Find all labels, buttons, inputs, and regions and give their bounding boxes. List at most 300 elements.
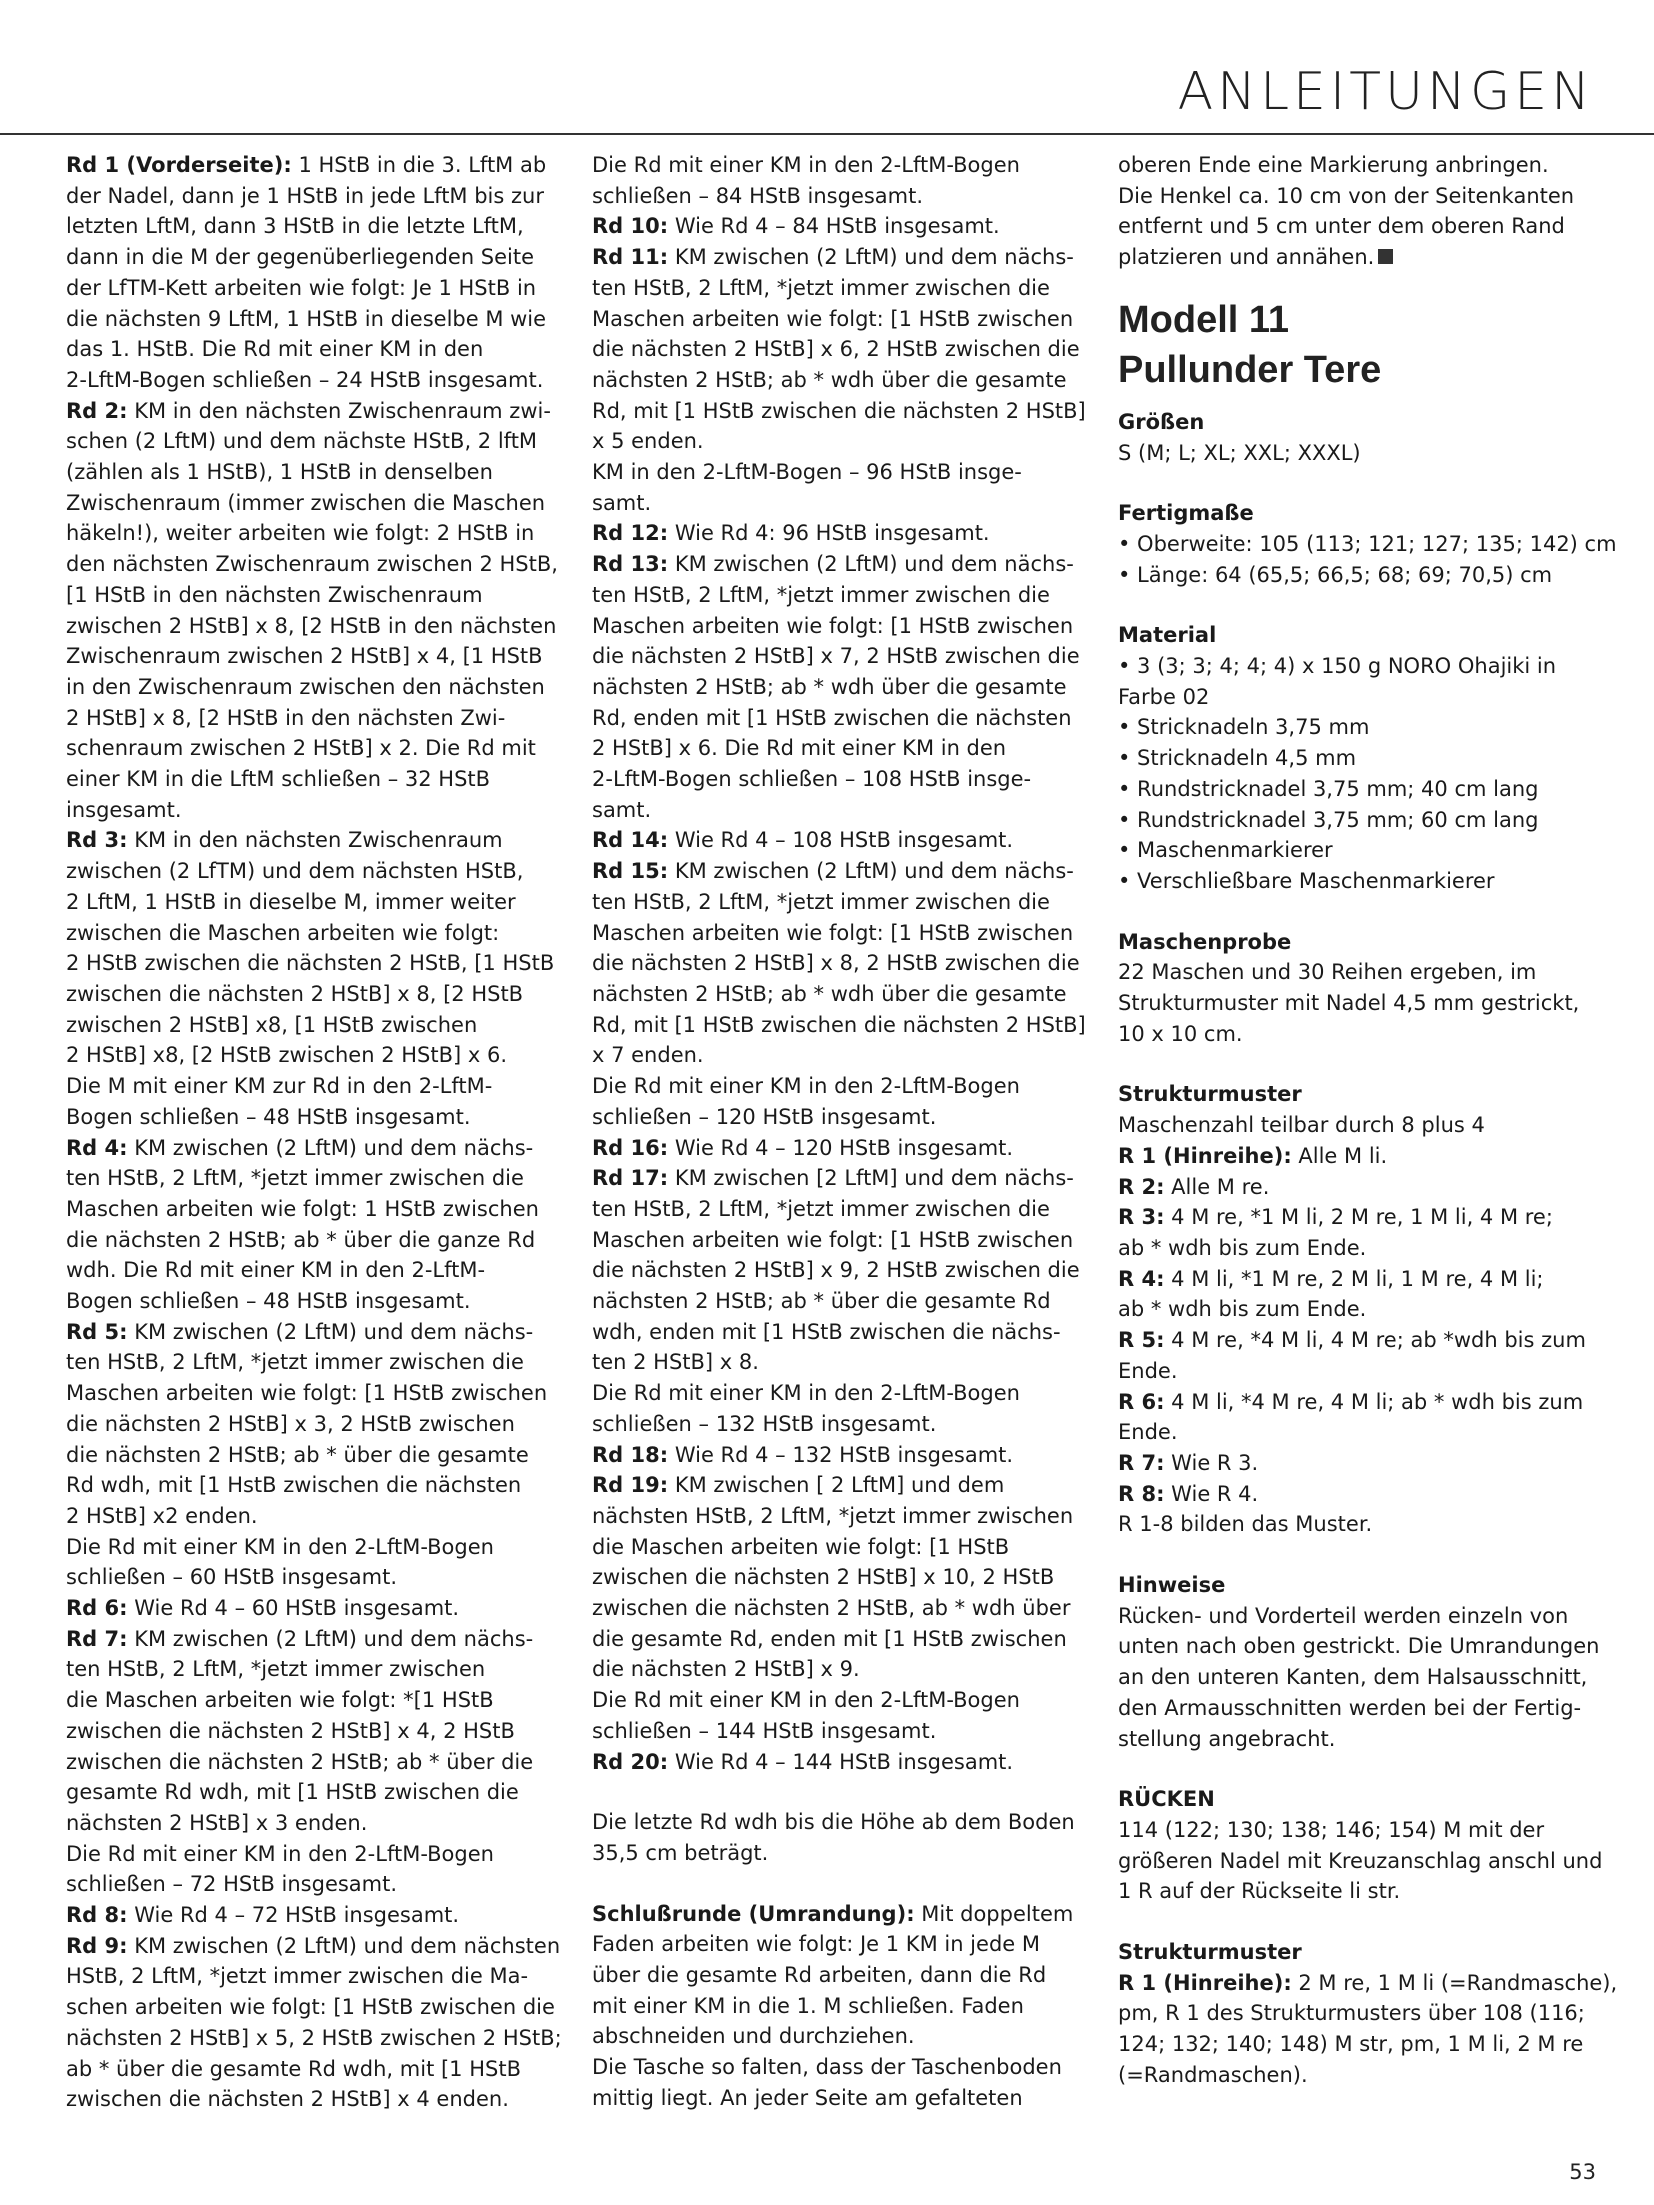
text-line: [66, 641, 546, 672]
text-line: [66, 580, 546, 611]
line-text: KM zwischen (2 LftM) und dem nächs-: [127, 1319, 534, 1344]
line-text: 4 M re, *1 M li, 2 M re, 1 M li, 4 M re;: [1164, 1205, 1553, 1230]
text-line: [592, 242, 1072, 273]
line-text: R 1-8 bilden das Muster.: [1118, 1512, 1373, 1537]
text-line: [592, 1838, 1072, 1869]
text-line: [66, 1102, 546, 1133]
line-text: zwischen die nächsten 2 HStB; ab * über die: [66, 1749, 534, 1774]
text-line: [1118, 988, 1598, 1019]
line-text: schließen – 144 HStB insgesamt.: [592, 1718, 937, 1743]
row-label: Rd 14:: [592, 828, 669, 853]
line-text: Wie Rd 4 – 84 HStB insgesamt.: [668, 214, 1000, 239]
line-text: Wie R 4.: [1164, 1481, 1259, 1506]
line-text: ten HStB, 2 LftM, *jetzt immer zwischen die: [66, 1350, 524, 1375]
text-line: [66, 426, 546, 457]
text-line: [1118, 1294, 1598, 1325]
text-line: [592, 518, 1072, 549]
line-text: [1 HStB in den nächsten Zwischenraum: [66, 582, 483, 607]
text-line: [1118, 242, 1598, 273]
text-line: [66, 1317, 546, 1348]
text-line: [1118, 529, 1617, 560]
line-text: Maschen arbeiten wie folgt: 1 HStB zwischen: [66, 1196, 539, 1221]
row-label: R 3:: [1118, 1205, 1165, 1230]
text-line: [1118, 957, 1598, 988]
text-line: [66, 304, 546, 335]
line-text: • Stricknadeln 3,75 mm: [1118, 715, 1370, 740]
text-line: [592, 1807, 1075, 1838]
line-text: schen (2 LftM) und dem nächste HStB, 2 lftM: [66, 429, 538, 454]
text-line: [66, 1716, 546, 1747]
text-line: [66, 1378, 546, 1409]
text-line: [66, 1685, 546, 1716]
line-text: ab * über die gesamte Rd wdh, mit [1 HStB: [66, 2056, 521, 2081]
line-text: 4 M li, *1 M re, 2 M li, 1 M re, 4 M li;: [1164, 1266, 1544, 1291]
line-text: Maschen arbeiten wie folgt: [1 HStB zwischen: [592, 1227, 1074, 1252]
text-line: [1118, 866, 1598, 897]
text-line: [66, 150, 546, 181]
row-label: R 6:: [1118, 1389, 1165, 1414]
text-line: [592, 611, 1072, 642]
row-label: Rd 15:: [592, 859, 669, 884]
line-text: KM in den nächsten Zwischenraum: [127, 828, 503, 853]
section-title: ANLEITUNGEN: [1177, 62, 1594, 122]
section-heading: Größen: [1118, 409, 1205, 434]
line-text: schließen – 120 HStB insgesamt.: [592, 1104, 937, 1129]
text-line: [66, 795, 546, 826]
row-label: Rd 1 (Vorderseite):: [66, 153, 292, 177]
row-label: Rd 20:: [592, 1749, 669, 1774]
line-text: Wie Rd 4 – 108 HStB insgesamt.: [668, 828, 1014, 853]
line-text: der Nadel, dann je 1 HStB in jede LftM bis zur: [66, 183, 544, 208]
line-text: schließen – 72 HStB insgesamt.: [66, 1872, 398, 1897]
text-line: [1118, 1172, 1598, 1203]
text-line: [592, 1470, 1072, 1501]
line-text: Mit doppeltem: [914, 1901, 1074, 1926]
text-line: [592, 1255, 1080, 1286]
line-text: 35,5 cm beträgt.: [592, 1840, 769, 1865]
line-text: Die Rd mit einer KM in den 2-LftM-Bogen: [66, 1841, 494, 1866]
text-line: [592, 211, 1072, 242]
row-label: R 8:: [1118, 1481, 1165, 1506]
text-line: [592, 1593, 1072, 1624]
line-text: die Maschen arbeiten wie folgt: [1 HStB: [592, 1534, 1010, 1559]
line-text: mit einer KM in die 1. M schließen. Faden: [592, 1993, 1024, 2018]
line-text: 2 LftM, 1 HStB in dieselbe M, immer weiter: [66, 889, 516, 914]
line-text: insgesamt.: [66, 797, 182, 822]
text-line: [66, 488, 546, 519]
line-text: Wie Rd 4 – 72 HStB insgesamt.: [127, 1903, 460, 1928]
text-line: [592, 1163, 1072, 1194]
text-line: [1118, 1387, 1598, 1418]
line-text: 2 HStB] x 6. Die Rd mit einer KM in den: [592, 736, 1007, 761]
text-line: [1118, 1325, 1598, 1356]
line-text: Die letzte Rd wdh bis die Höhe ab dem Boden: [592, 1810, 1075, 1835]
line-text: ab * wdh bis zum Ende.: [1118, 1297, 1367, 1322]
line-text: die nächsten 2 HStB; ab * über die gesamte: [66, 1442, 529, 1467]
line-text: Wie Rd 4 – 132 HStB insgesamt.: [668, 1442, 1014, 1467]
line-text: Zwischenraum zwischen 2 HStB] x 4, [1 HStB: [66, 644, 543, 669]
text-line: [592, 764, 1072, 795]
line-text: die nächsten 2 HStB] x 7, 2 HStB zwischen die: [592, 644, 1080, 669]
row-label: R 1 (Hinreihe):: [1118, 1970, 1292, 1995]
text-line: [66, 1869, 546, 1900]
line-text: einer KM in die LftM schließen – 32 HStB: [66, 767, 491, 792]
line-text: zwischen 2 HStB] x8, [1 HStB zwischen: [66, 1012, 478, 1037]
text-line: [592, 549, 1072, 580]
line-text: KM in den nächsten Zwischenraum zwi-: [127, 398, 551, 423]
line-text: die nächsten 2 HStB] x 6, 2 HStB zwischen die: [592, 337, 1080, 362]
text-line: [66, 457, 546, 488]
text-line: [592, 1040, 1072, 1071]
text-line: [66, 1777, 546, 1808]
line-text: S (M; L; XL; XXL; XXXL): [1118, 440, 1361, 465]
line-text: • Maschenmarkierer: [1118, 838, 1333, 863]
text-line: [592, 1010, 1086, 1041]
line-text: ten HStB, 2 LftM, *jetzt immer zwischen die: [592, 1196, 1050, 1221]
line-text: Wie R 3.: [1164, 1450, 1259, 1475]
line-text: ten 2 HStB] x 8.: [592, 1350, 759, 1375]
line-text: (zählen als 1 HStB), 1 HStB in denselben: [66, 460, 493, 485]
line-text: nächsten HStB, 2 LftM, *jetzt immer zwischen: [592, 1503, 1074, 1528]
text-line: [66, 211, 546, 242]
text-line: [592, 825, 1072, 856]
text-line: [66, 2023, 562, 2054]
text-line: [1118, 1724, 1598, 1755]
row-label: Rd 5:: [66, 1319, 128, 1344]
row-label: Rd 6:: [66, 1596, 128, 1621]
text-line: [592, 580, 1072, 611]
text-line: [66, 1010, 546, 1041]
text-line: [592, 703, 1072, 734]
text-line: [1118, 805, 1598, 836]
line-text: zwischen die nächsten 2 HStB] x 10, 2 HStB: [592, 1565, 1055, 1590]
line-text: • Länge: 64 (65,5; 66,5; 68; 69; 70,5) cm: [1118, 562, 1553, 587]
line-text: zwischen die Maschen arbeiten wie folgt:: [66, 920, 500, 945]
line-text: samt.: [592, 797, 652, 822]
text-line: [66, 825, 546, 856]
text-line: [66, 672, 546, 703]
text-line: [1118, 438, 1598, 469]
text-line: [66, 856, 546, 887]
text-line: [66, 1409, 546, 1440]
text-line: [592, 1071, 1072, 1102]
column-right: [1118, 150, 1618, 2091]
text-line: [66, 1470, 546, 1501]
line-text: Wie Rd 4 – 144 HStB insgesamt.: [668, 1749, 1014, 1774]
line-text: 114 (122; 130; 138; 146; 154) M mit der: [1118, 1817, 1545, 1842]
line-text: Rd, enden mit [1 HStB zwischen die nächsten: [592, 705, 1072, 730]
text-line: [592, 1133, 1072, 1164]
line-text: Die Rd mit einer KM in den 2-LftM-Bogen: [592, 1074, 1020, 1099]
line-text: 4 M li, *4 M re, 4 M li; ab * wdh bis zum: [1164, 1389, 1584, 1414]
line-text: schließen – 84 HStB insgesamt.: [592, 183, 924, 208]
line-text: oberen Ende eine Markierung anbringen.: [1118, 153, 1549, 177]
line-text: • 3 (3; 3; 4; 4; 4) x 150 g NORO Ohajiki in: [1118, 654, 1557, 679]
line-text: die Maschen arbeiten wie folgt: *[1 HStB: [66, 1688, 494, 1713]
line-text: der LfTM-Kett arbeiten wie folgt: Je 1 HStB in: [66, 275, 537, 300]
text-line: [592, 979, 1072, 1010]
text-line: [1118, 651, 1598, 682]
line-text: Maschen arbeiten wie folgt: [1 HStB zwischen: [592, 613, 1074, 638]
line-text: die nächsten 2 HStB] x 8, 2 HStB zwischen die: [592, 951, 1080, 976]
line-text: Strukturmuster mit Nadel 4,5 mm gestrickt,: [1118, 991, 1580, 1016]
text-line: [66, 733, 546, 764]
text-line: [592, 1102, 1072, 1133]
column-right-body: [1118, 407, 1618, 2091]
text-line: [1118, 1264, 1598, 1295]
text-line: [66, 948, 555, 979]
line-text: unten nach oben gestrickt. Die Umrandungen: [1118, 1634, 1600, 1659]
line-text: ten HStB, 2 LftM, *jetzt immer zwischen: [66, 1657, 486, 1682]
line-text: schließen – 132 HStB insgesamt.: [592, 1411, 937, 1436]
line-text: Ende.: [1118, 1420, 1178, 1445]
text-line: [592, 672, 1072, 703]
row-label: Rd 2:: [66, 398, 128, 423]
text-line: [66, 1961, 546, 1992]
line-text: Die Tasche so falten, dass der Taschenboden: [592, 2055, 1062, 2080]
paragraph-gap: [592, 1869, 1072, 1899]
text-line: [66, 1163, 546, 1194]
line-text: letzten LftM, dann 3 HStB in die letzte LftM,: [66, 214, 524, 239]
text-line: [1118, 150, 1598, 181]
line-text: die nächsten 2 HStB] x 9, 2 HStB zwischen die: [592, 1258, 1080, 1283]
row-label: Rd 17:: [592, 1166, 669, 1191]
text-line: [1118, 560, 1598, 591]
paragraph-gap: [1118, 468, 1598, 498]
line-text: ten HStB, 2 LftM, *jetzt immer zwischen die: [66, 1166, 524, 1191]
text-line: [592, 1685, 1072, 1716]
text-line: [66, 1440, 546, 1471]
line-text: über die gesamte Rd arbeiten, dann die Rd: [592, 1963, 1047, 1988]
paragraph-gap: [1118, 1540, 1598, 1570]
text-line: [592, 856, 1072, 887]
text-line: [1118, 1601, 1598, 1632]
line-text: die nächsten 2 HStB] x 9.: [592, 1657, 860, 1682]
line-text: KM zwischen (2 LftM) und dem nächs-: [668, 859, 1074, 884]
text-line: [592, 457, 1072, 488]
line-text: 22 Maschen und 30 Reihen ergeben, im: [1118, 960, 1537, 985]
text-line: [592, 426, 1072, 457]
line-text: zwischen die nächsten 2 HStB] x 4 enden.: [66, 2087, 509, 2112]
text-line: [592, 641, 1080, 672]
line-text: 2 HStB] x8, [2 HStB zwischen 2 HStB] x 6.: [66, 1043, 508, 1068]
text-line: [66, 1747, 546, 1778]
text-line: [1118, 1876, 1598, 1907]
line-text: (=Randmaschen).: [1118, 2062, 1308, 2087]
column-left: [66, 150, 562, 2115]
paragraph-gap: [1118, 897, 1598, 927]
line-text: x 5 enden.: [592, 429, 704, 454]
line-text: KM in den 2-LftM-Bogen – 96 HStB insge-: [592, 460, 1022, 485]
line-text: pm, R 1 des Strukturmusters über 108 (116;: [1118, 2001, 1585, 2026]
line-text: Faden arbeiten wie folgt: Je 1 KM in jede M: [592, 1932, 1040, 1957]
text-line: [66, 1225, 546, 1256]
text-line: [1118, 835, 1598, 866]
line-text: HStB, 2 LftM, *jetzt immer zwischen die Ma-: [66, 1964, 529, 1989]
line-text: den nächsten Zwischenraum zwischen 2 HStB,: [66, 552, 558, 577]
text-line: [1118, 1448, 1598, 1479]
text-line: [1118, 712, 1598, 743]
text-line: [1118, 211, 1598, 242]
text-line: [1118, 1509, 1598, 1540]
line-text: Zwischenraum (immer zwischen die Maschen: [66, 490, 546, 515]
text-line: [592, 918, 1072, 949]
text-line: [592, 2052, 1072, 2083]
text-line: [1118, 2029, 1598, 2060]
text-line: [66, 2084, 546, 2115]
line-text: gesamte Rd wdh, mit [1 HStB zwischen die: [66, 1780, 519, 1805]
line-text: Wie Rd 4 – 120 HStB insgesamt.: [668, 1135, 1014, 1160]
line-text: zwischen (2 LfTM) und dem nächsten HStB,: [66, 859, 524, 884]
text-line: [592, 1747, 1072, 1778]
line-text: 2 HStB] x 8, [2 HStB in den nächsten Zwi-: [66, 705, 506, 730]
row-label: Rd 18:: [592, 1442, 669, 1467]
line-text: schenraum zwischen 2 HStB] x 2. Die Rd mit: [66, 736, 536, 761]
line-text: wdh, enden mit [1 HStB zwischen die nächs-: [592, 1319, 1061, 1344]
line-text: nächsten 2 HStB] x 3 enden.: [66, 1810, 368, 1835]
paragraph-gap: [1118, 1049, 1598, 1079]
line-text: • Verschließbare Maschenmarkierer: [1118, 868, 1495, 893]
text-line: [1118, 1968, 1618, 1999]
row-label: Rd 11:: [592, 245, 669, 270]
text-line: [66, 181, 546, 212]
line-text: wdh. Die Rd mit einer KM in den 2-LftM-: [66, 1258, 486, 1283]
row-label: R 5:: [1118, 1328, 1165, 1353]
line-text: nächsten 2 HStB; ab * wdh über die gesamte: [592, 674, 1067, 699]
text-line: [66, 1562, 546, 1593]
text-line: [66, 518, 546, 549]
text-line: [66, 703, 546, 734]
text-line: [1118, 1202, 1598, 1233]
text-line: [592, 1225, 1072, 1256]
text-line: [592, 948, 1080, 979]
line-text: entfernt und 5 cm unter dem oberen Rand: [1118, 214, 1565, 239]
line-text: KM zwischen (2 LftM) und dem nächs-: [127, 1626, 534, 1651]
line-text: nächsten 2 HStB; ab * wdh über die gesamte: [592, 981, 1067, 1006]
model-title: [1118, 295, 1598, 395]
line-text: KM zwischen (2 LftM) und dem nächs-: [668, 245, 1074, 270]
section-heading: Material: [1118, 623, 1217, 648]
line-text: 2-LftM-Bogen schließen – 108 HStB insge-: [592, 767, 1032, 792]
row-label: R 4:: [1118, 1266, 1165, 1291]
line-text: die gesamte Rd, enden mit [1 HStB zwischen: [592, 1626, 1067, 1651]
line-text: das 1. HStB. Die Rd mit einer KM in den: [66, 337, 484, 362]
text-line: [66, 1624, 546, 1655]
line-text: Bogen schließen – 48 HStB insgesamt.: [66, 1104, 471, 1129]
row-label: Schlußrunde (Umrandung):: [592, 1901, 915, 1926]
text-line: [66, 1532, 546, 1563]
line-text: an den unteren Kanten, dem Halsausschnitt,: [1118, 1665, 1588, 1690]
text-line: [592, 1194, 1072, 1225]
text-line: [66, 979, 546, 1010]
text-line: [592, 733, 1072, 764]
line-text: Die Rd mit einer KM in den 2-LftM-Bogen: [592, 1381, 1020, 1406]
text-line: [592, 304, 1072, 335]
text-line: [1118, 682, 1598, 713]
line-text: 10 x 10 cm.: [1118, 1021, 1243, 1046]
row-label: Rd 3:: [66, 828, 128, 853]
line-text: nächsten 2 HStB] x 5, 2 HStB zwischen 2 HStB;: [66, 2025, 562, 2050]
line-text: KM zwischen (2 LftM) und dem nächsten: [127, 1933, 561, 1958]
text-line: [66, 2054, 546, 2085]
model-number: Modell 11: [1118, 298, 1290, 341]
line-text: Rd wdh, mit [1 HstB zwischen die nächsten: [66, 1473, 522, 1498]
line-text: ten HStB, 2 LftM, *jetzt immer zwischen die: [592, 582, 1050, 607]
text-line: [1118, 1019, 1598, 1050]
line-text: schen arbeiten wie folgt: [1 HStB zwischen die: [66, 1995, 555, 2020]
line-text: Rücken- und Vorderteil werden einzeln von: [1118, 1603, 1569, 1628]
text-line: [1118, 181, 1598, 212]
line-text: x 7 enden.: [592, 1043, 704, 1068]
line-text: Ende.: [1118, 1358, 1178, 1383]
text-line: [1118, 1662, 1598, 1693]
text-line: [66, 1501, 546, 1532]
text-line: [66, 1040, 546, 1071]
line-text: nächsten 2 HStB; ab * über die gesamte Rd: [592, 1289, 1051, 1314]
text-line: [592, 795, 1072, 826]
paragraph-gap: [1118, 1907, 1598, 1937]
text-line: [1118, 1141, 1598, 1172]
line-text: mittig liegt. An jeder Seite am gefalteten: [592, 2085, 1023, 2110]
text-line: [1118, 1815, 1598, 1846]
line-text: größeren Nadel mit Kreuzanschlag anschl und: [1118, 1848, 1603, 1873]
line-text: KM zwischen (2 LftM) und dem nächs-: [668, 552, 1074, 577]
paragraph-gap: [1118, 1754, 1598, 1784]
text-line: [1118, 743, 1598, 774]
row-label: Rd 9:: [66, 1933, 128, 1958]
text-line: [66, 887, 546, 918]
row-label: R 1 (Hinreihe):: [1118, 1143, 1292, 1168]
column-right-intro: [1118, 150, 1598, 273]
text-line: [66, 334, 546, 365]
line-text: schließen – 60 HStB insgesamt.: [66, 1565, 398, 1590]
line-text: häkeln!), weiter arbeiten wie folgt: 2 HStB in: [66, 521, 535, 546]
line-text: 2 HStB zwischen die nächsten 2 HStB, [1 HStB: [66, 951, 555, 976]
row-label: R 7:: [1118, 1450, 1165, 1475]
line-text: Farbe 02: [1118, 684, 1210, 709]
line-text: 2-LftM-Bogen schließen – 24 HStB insgesamt.: [66, 367, 544, 392]
row-label: Rd 4:: [66, 1135, 128, 1160]
text-line: [592, 1317, 1072, 1348]
line-text: Rd, mit [1 HStB zwischen die nächsten 2 HStB]: [592, 398, 1086, 423]
line-text: zwischen die nächsten 2 HStB, ab * wdh über: [592, 1596, 1071, 1621]
text-line: [1118, 1417, 1598, 1448]
text-line: [592, 1532, 1072, 1563]
text-line: [66, 365, 546, 396]
line-text: nächsten 2 HStB; ab * wdh über die gesamte: [592, 367, 1067, 392]
text-line: [66, 1593, 546, 1624]
row-label: R 2:: [1118, 1174, 1165, 1199]
text-line: [592, 1654, 1072, 1685]
text-line: [66, 1286, 546, 1317]
text-line: [66, 918, 546, 949]
text-line: [592, 1991, 1072, 2022]
line-text: Maschenzahl teilbar durch 8 plus 4: [1118, 1113, 1485, 1138]
row-label: Rd 16:: [592, 1135, 669, 1160]
text-line: [592, 365, 1072, 396]
line-text: 1 R auf der Rückseite li str.: [1118, 1879, 1401, 1904]
line-text: Maschen arbeiten wie folgt: [1 HStB zwischen: [592, 920, 1074, 945]
text-line: [592, 488, 1072, 519]
text-line: [1118, 1233, 1598, 1264]
text-line: [592, 1347, 1072, 1378]
line-text: • Rundstricknadel 3,75 mm; 60 cm lang: [1118, 807, 1539, 832]
line-text: • Stricknadeln 4,5 mm: [1118, 746, 1357, 771]
text-line: [592, 1960, 1072, 1991]
line-text: Wie Rd 4 – 60 HStB insgesamt.: [127, 1596, 460, 1621]
text-line: [592, 273, 1072, 304]
text-line: [592, 2083, 1072, 2114]
